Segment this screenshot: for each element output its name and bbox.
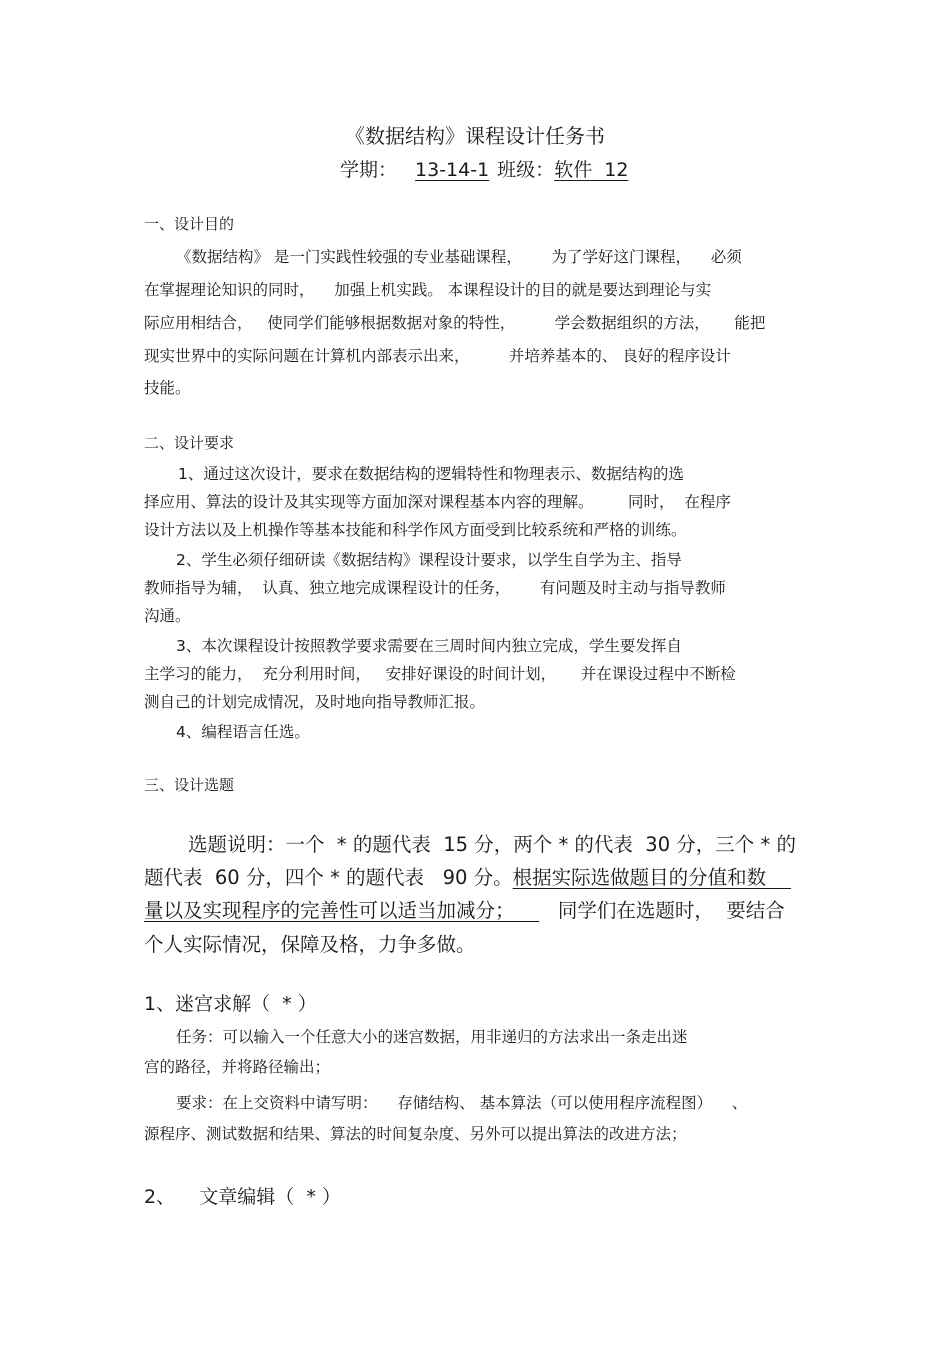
paragraph-line: 3、本次课程设计按照教学要求需要在三周时间内独立完成，学生要发挥自 bbox=[176, 637, 682, 655]
paragraph-line: 源程序、测试数据和结果、算法的时间复杂度、另外可以提出算法的改进方法； bbox=[144, 1125, 687, 1143]
paragraph-line: 要求：在上交资料中请写明： 存储结构、 基本算法（可以使用程序流程图） 、 bbox=[176, 1094, 748, 1112]
paragraph-line: 4、编程语言任选。 bbox=[176, 723, 310, 741]
topic-heading-maze: 1、迷宫求解（ * ） bbox=[144, 993, 317, 1015]
paragraph-line: 设计方法以及上机操作等基本技能和科学作风方面受到比较系统和严格的训练。 bbox=[144, 521, 687, 539]
paragraph-line: 现实世界中的实际问题在计算机内部表示出来， 并培养基本的、 良好的程序设计 bbox=[144, 347, 731, 365]
paragraph-line: 测自己的计划完成情况，及时地向指导教师汇报。 bbox=[144, 693, 486, 711]
document-title: 《数据结构》课程设计任务书 bbox=[345, 124, 605, 148]
intro-text: 同学们在选题时， 要结合 bbox=[539, 899, 785, 922]
class-value: 软件 12 bbox=[554, 159, 629, 181]
paragraph-line: 教师指导为辅， 认真、独立地完成课程设计的任务， 有问题及时主动与指导教师 bbox=[144, 579, 726, 597]
document-subtitle bbox=[340, 155, 628, 182]
paragraph-line: 任务：可以输入一个任意大小的迷宫数据，用非递归的方法求出一条走出迷 bbox=[176, 1028, 688, 1046]
paragraph-line: 2、学生必须仔细研读《数据结构》课程设计要求，以学生自学为主、指导 bbox=[176, 551, 682, 569]
section-heading-purpose: 一、设计目的 bbox=[144, 215, 235, 233]
topic-intro-line bbox=[144, 862, 791, 890]
term-value: 13-14-1 bbox=[415, 159, 490, 181]
intro-text: 题代表 60 分，四个 * 的题代表 90 分。 bbox=[144, 866, 513, 889]
paragraph-line: 择应用、算法的设计及其实现等方面加深对课程基本内容的理解。 同时， 在程序 bbox=[144, 493, 731, 511]
section-heading-requirements: 二、设计要求 bbox=[144, 434, 235, 452]
paragraph-line: 沟通。 bbox=[144, 607, 191, 625]
paragraph-line: 《数据结构》 是一门实践性较强的专业基础课程， 为了学好这门课程， 必须 bbox=[176, 248, 742, 266]
term-label: 学期： bbox=[340, 159, 398, 181]
topic-intro-line: 个人实际情况，保障及格，力争多做。 bbox=[144, 933, 476, 956]
topic-heading-editor: 2、 文章编辑（ * ） bbox=[144, 1186, 341, 1208]
intro-underlined-text: 量以及实现程序的完善性可以适当加减分； bbox=[144, 899, 540, 922]
paragraph-line: 1、通过这次设计，要求在数据结构的逻辑特性和物理表示、数据结构的选 bbox=[178, 465, 684, 483]
paragraph-line: 主学习的能力， 充分利用时间， 安排好课设的时间计划， 并在课设过程中不断检 bbox=[144, 665, 736, 683]
class-label: 班级： bbox=[497, 159, 555, 181]
paragraph-line: 际应用相结合， 使同学们能够根据数据对象的特性， 学会数据组织的方法， 能把 bbox=[144, 314, 766, 332]
topic-intro-line bbox=[144, 895, 785, 923]
paragraph-line: 宫的路径，并将路径输出； bbox=[144, 1058, 331, 1076]
topic-intro-line: 选题说明：一个 * 的题代表 15 分，两个 * 的代表 30 分，三个 * 的 bbox=[188, 833, 796, 856]
paragraph-line: 技能。 bbox=[144, 379, 191, 397]
paragraph-line: 在掌握理论知识的同时， 加强上机实践。 本课程设计的目的就是要达到理论与实 bbox=[144, 281, 712, 299]
intro-underlined-text: 根据实际选做题目的分值和数 bbox=[512, 866, 791, 889]
section-heading-topics: 三、设计选题 bbox=[144, 776, 235, 794]
